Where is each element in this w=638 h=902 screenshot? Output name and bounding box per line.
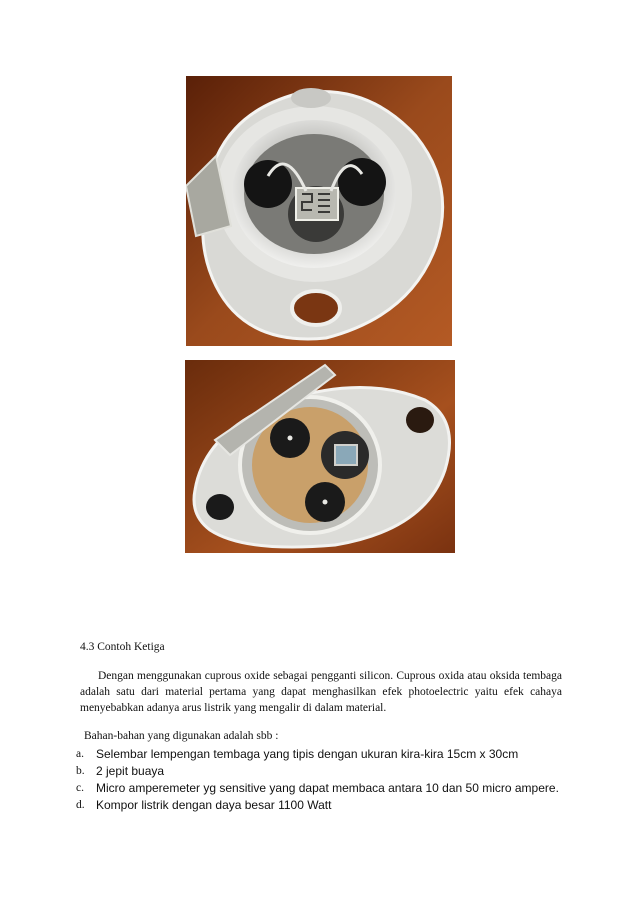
list-item xyxy=(76,780,562,797)
list-item-text: 2 jepit buaya xyxy=(96,764,165,778)
transistor-copper-photo xyxy=(185,360,455,553)
list-item-text: Selembar lempengan tembaga yang tipis dengan ukuran kira-kira 15cm x 30cm xyxy=(96,747,519,761)
transistor-chip-photo xyxy=(186,76,452,346)
list-item xyxy=(76,763,562,780)
materials-list xyxy=(76,746,562,814)
materials-intro: Bahan-bahan yang digunakan adalah sbb : xyxy=(84,730,279,742)
list-item-letter: d. xyxy=(76,799,85,811)
list-item xyxy=(76,746,562,763)
list-item-text: Micro amperemeter yg sensitive yang dapat membaca antara 10 dan 50 micro ampere. xyxy=(96,781,559,795)
list-item-letter: a. xyxy=(76,748,84,760)
list-item-letter: b. xyxy=(76,765,85,777)
list-item-text: Kompor listrik dengan daya besar 1100 Watt xyxy=(96,798,332,812)
list-item xyxy=(76,797,562,814)
list-item-letter: c. xyxy=(76,782,84,794)
section-heading: 4.3 Contoh Ketiga xyxy=(80,641,165,653)
intro-paragraph: Dengan menggunakan cuprous oxide sebagai pengganti silicon. Cuprous oxida atau oksida tembaga adalah satu dari material pertama yang dapat menghasilkan efek photoelectric yaitu efek cahaya menyebabkan adanya arus listrik yang mengalir di dalam material. xyxy=(80,670,562,714)
